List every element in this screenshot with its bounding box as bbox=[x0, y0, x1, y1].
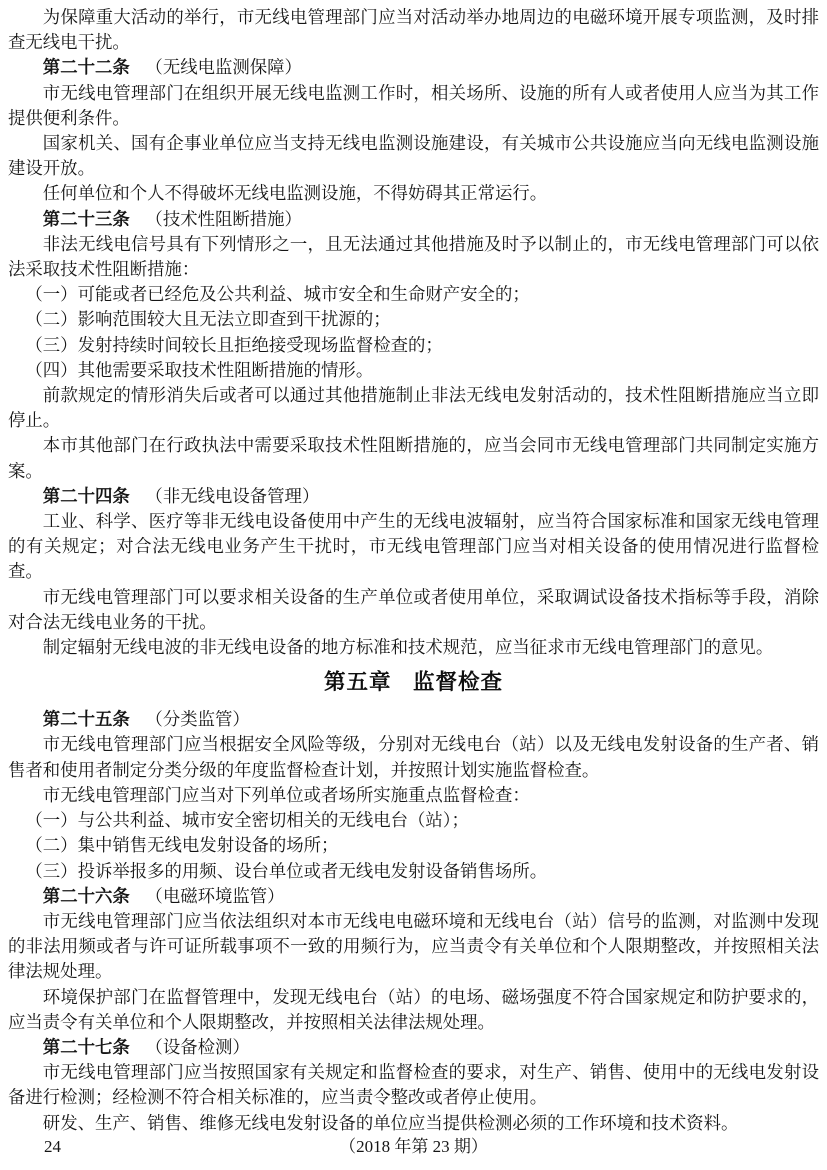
article-number: 第二十七条 bbox=[42, 1036, 130, 1057]
article-title: （电磁环境监管） bbox=[145, 885, 285, 906]
body-paragraph: 制定辐射无线电波的非无线电设备的地方标准和技术规范，应当征求市无线电管理部门的意见。 bbox=[42, 637, 774, 658]
body-paragraph: 工业、科学、医疗等非无线电设备使用中产生的无线电波辐射，应当符合国家标准和国家无线电管理的有关规定；对合法无线电业务产生干扰时，市无线电管理部门应当对相关设备的使用情况进行监督检查。 bbox=[8, 511, 819, 582]
article-number: 第二十二条 bbox=[42, 57, 130, 78]
article-heading bbox=[8, 707, 819, 732]
body-paragraph: 市无线电管理部门在组织开展无线电监测工作时，相关场所、设施的所有人或者使用人应当为其工作提供便利条件。 bbox=[8, 82, 819, 128]
article-heading bbox=[8, 55, 819, 80]
body-paragraph: 市无线电管理部门应当对下列单位或者场所实施重点监督检查： bbox=[42, 784, 530, 805]
document-body bbox=[8, 5, 819, 1136]
body-paragraph: 任何单位和个人不得破坏无线电监测设施，不得妨碍其正常运行。 bbox=[42, 183, 548, 204]
issue-label: （2018 年第 23 期） bbox=[339, 1137, 488, 1156]
body-paragraph: 市无线电管理部门应当根据安全风险等级，分别对无线电台（站）以及无线电发射设备的生产者、销售者和使用者制定分类分级的年度监督检查计划，并按照计划实施监督检查。 bbox=[8, 734, 819, 780]
page-footer bbox=[8, 1134, 819, 1160]
body-paragraph: 前款规定的情形消失后或者可以通过其他措施制止非法无线电发射活动的，技术性阻断措施应当立即停止。 bbox=[8, 385, 819, 431]
article-number: 第二十三条 bbox=[42, 208, 130, 229]
article-heading bbox=[8, 207, 819, 232]
article-title: （设备检测） bbox=[145, 1036, 250, 1057]
list-item-paragraph: （二）集中销售无线电发射设备的场所； bbox=[25, 835, 339, 856]
body-paragraph: 环境保护部门在监督管理中，发现无线电台（站）的电场、磁场强度不符合国家规定和防护要求的，应当责令有关单位和个人限期整改，并按照相关法律法规处理。 bbox=[8, 986, 819, 1032]
body-paragraph: 市无线电管理部门应当按照国家有关规定和监督检查的要求，对生产、销售、使用中的无线电发射设备进行检测；经检测不符合相关标准的，应当责令整改或者停止使用。 bbox=[8, 1062, 819, 1108]
article-title: （无线电监测保障） bbox=[145, 57, 302, 78]
list-item-paragraph: （一）与公共利益、城市安全密切相关的无线电台（站）； bbox=[25, 810, 469, 831]
article-title: （分类监管） bbox=[145, 709, 250, 730]
list-item-paragraph: （三）发射持续时间较长且拒绝接受现场监督检查的； bbox=[25, 334, 443, 355]
article-title: （技术性阻断措施） bbox=[145, 208, 302, 229]
body-paragraph: 非法无线电信号具有下列情形之一，且无法通过其他措施及时予以制止的，市无线电管理部门可以依法采取技术性阻断措施： bbox=[8, 233, 819, 280]
list-item-paragraph: （三）投诉举报多的用频、设台单位或者无线电发射设备销售场所。 bbox=[25, 860, 548, 881]
body-paragraph: 市无线电管理部门应当依法组织对本市无线电电磁环境和无线电台（站）信号的监测，对监测中发现的非法用频或者与许可证所载事项不一致的用频行为，应当责令有关单位和个人限期整改，并按照相关法律法规处理。 bbox=[8, 910, 819, 982]
article-heading bbox=[8, 484, 819, 509]
body-paragraph: 为保障重大活动的举行，市无线电管理部门应当对活动举办地周边的电磁环境开展专项监测，及时排查无线电干扰。 bbox=[8, 7, 819, 53]
body-paragraph: 研发、生产、销售、维修无线电发射设备的单位应当提供检测必须的工作环境和技术资料。 bbox=[42, 1112, 739, 1133]
article-number: 第二十五条 bbox=[42, 709, 130, 730]
chapter-heading bbox=[8, 669, 819, 696]
list-item-paragraph: （二）影响范围较大且无法立即查到干扰源的； bbox=[25, 309, 391, 330]
article-title: （非无线电设备管理） bbox=[145, 485, 320, 506]
body-paragraph: 本市其他部门在行政执法中需要采取技术性阻断措施的，应当会同市无线电管理部门共同制定实施方案。 bbox=[8, 435, 819, 481]
article-number: 第二十四条 bbox=[42, 485, 130, 506]
body-paragraph: 国家机关、国有企事业单位应当支持无线电监测设施建设，有关城市公共设施应当向无线电监测设施建设开放。 bbox=[8, 133, 819, 179]
article-number: 第二十六条 bbox=[42, 885, 130, 906]
article-heading bbox=[8, 1035, 819, 1060]
body-paragraph: 市无线电管理部门可以要求相关设备的生产单位或者使用单位，采取调试设备技术指标等手段，消除对合法无线电业务的干扰。 bbox=[8, 586, 819, 632]
page-number: 24 bbox=[44, 1137, 61, 1156]
list-item-paragraph: （四）其他需要采取技术性阻断措施的情形。 bbox=[25, 359, 374, 380]
chapter-number: 第五章 bbox=[323, 670, 392, 695]
chapter-title: 监督检查 bbox=[413, 670, 504, 695]
article-heading bbox=[8, 884, 819, 909]
list-item-paragraph: （一）可能或者已经危及公共利益、城市安全和生命财产安全的； bbox=[25, 284, 530, 305]
